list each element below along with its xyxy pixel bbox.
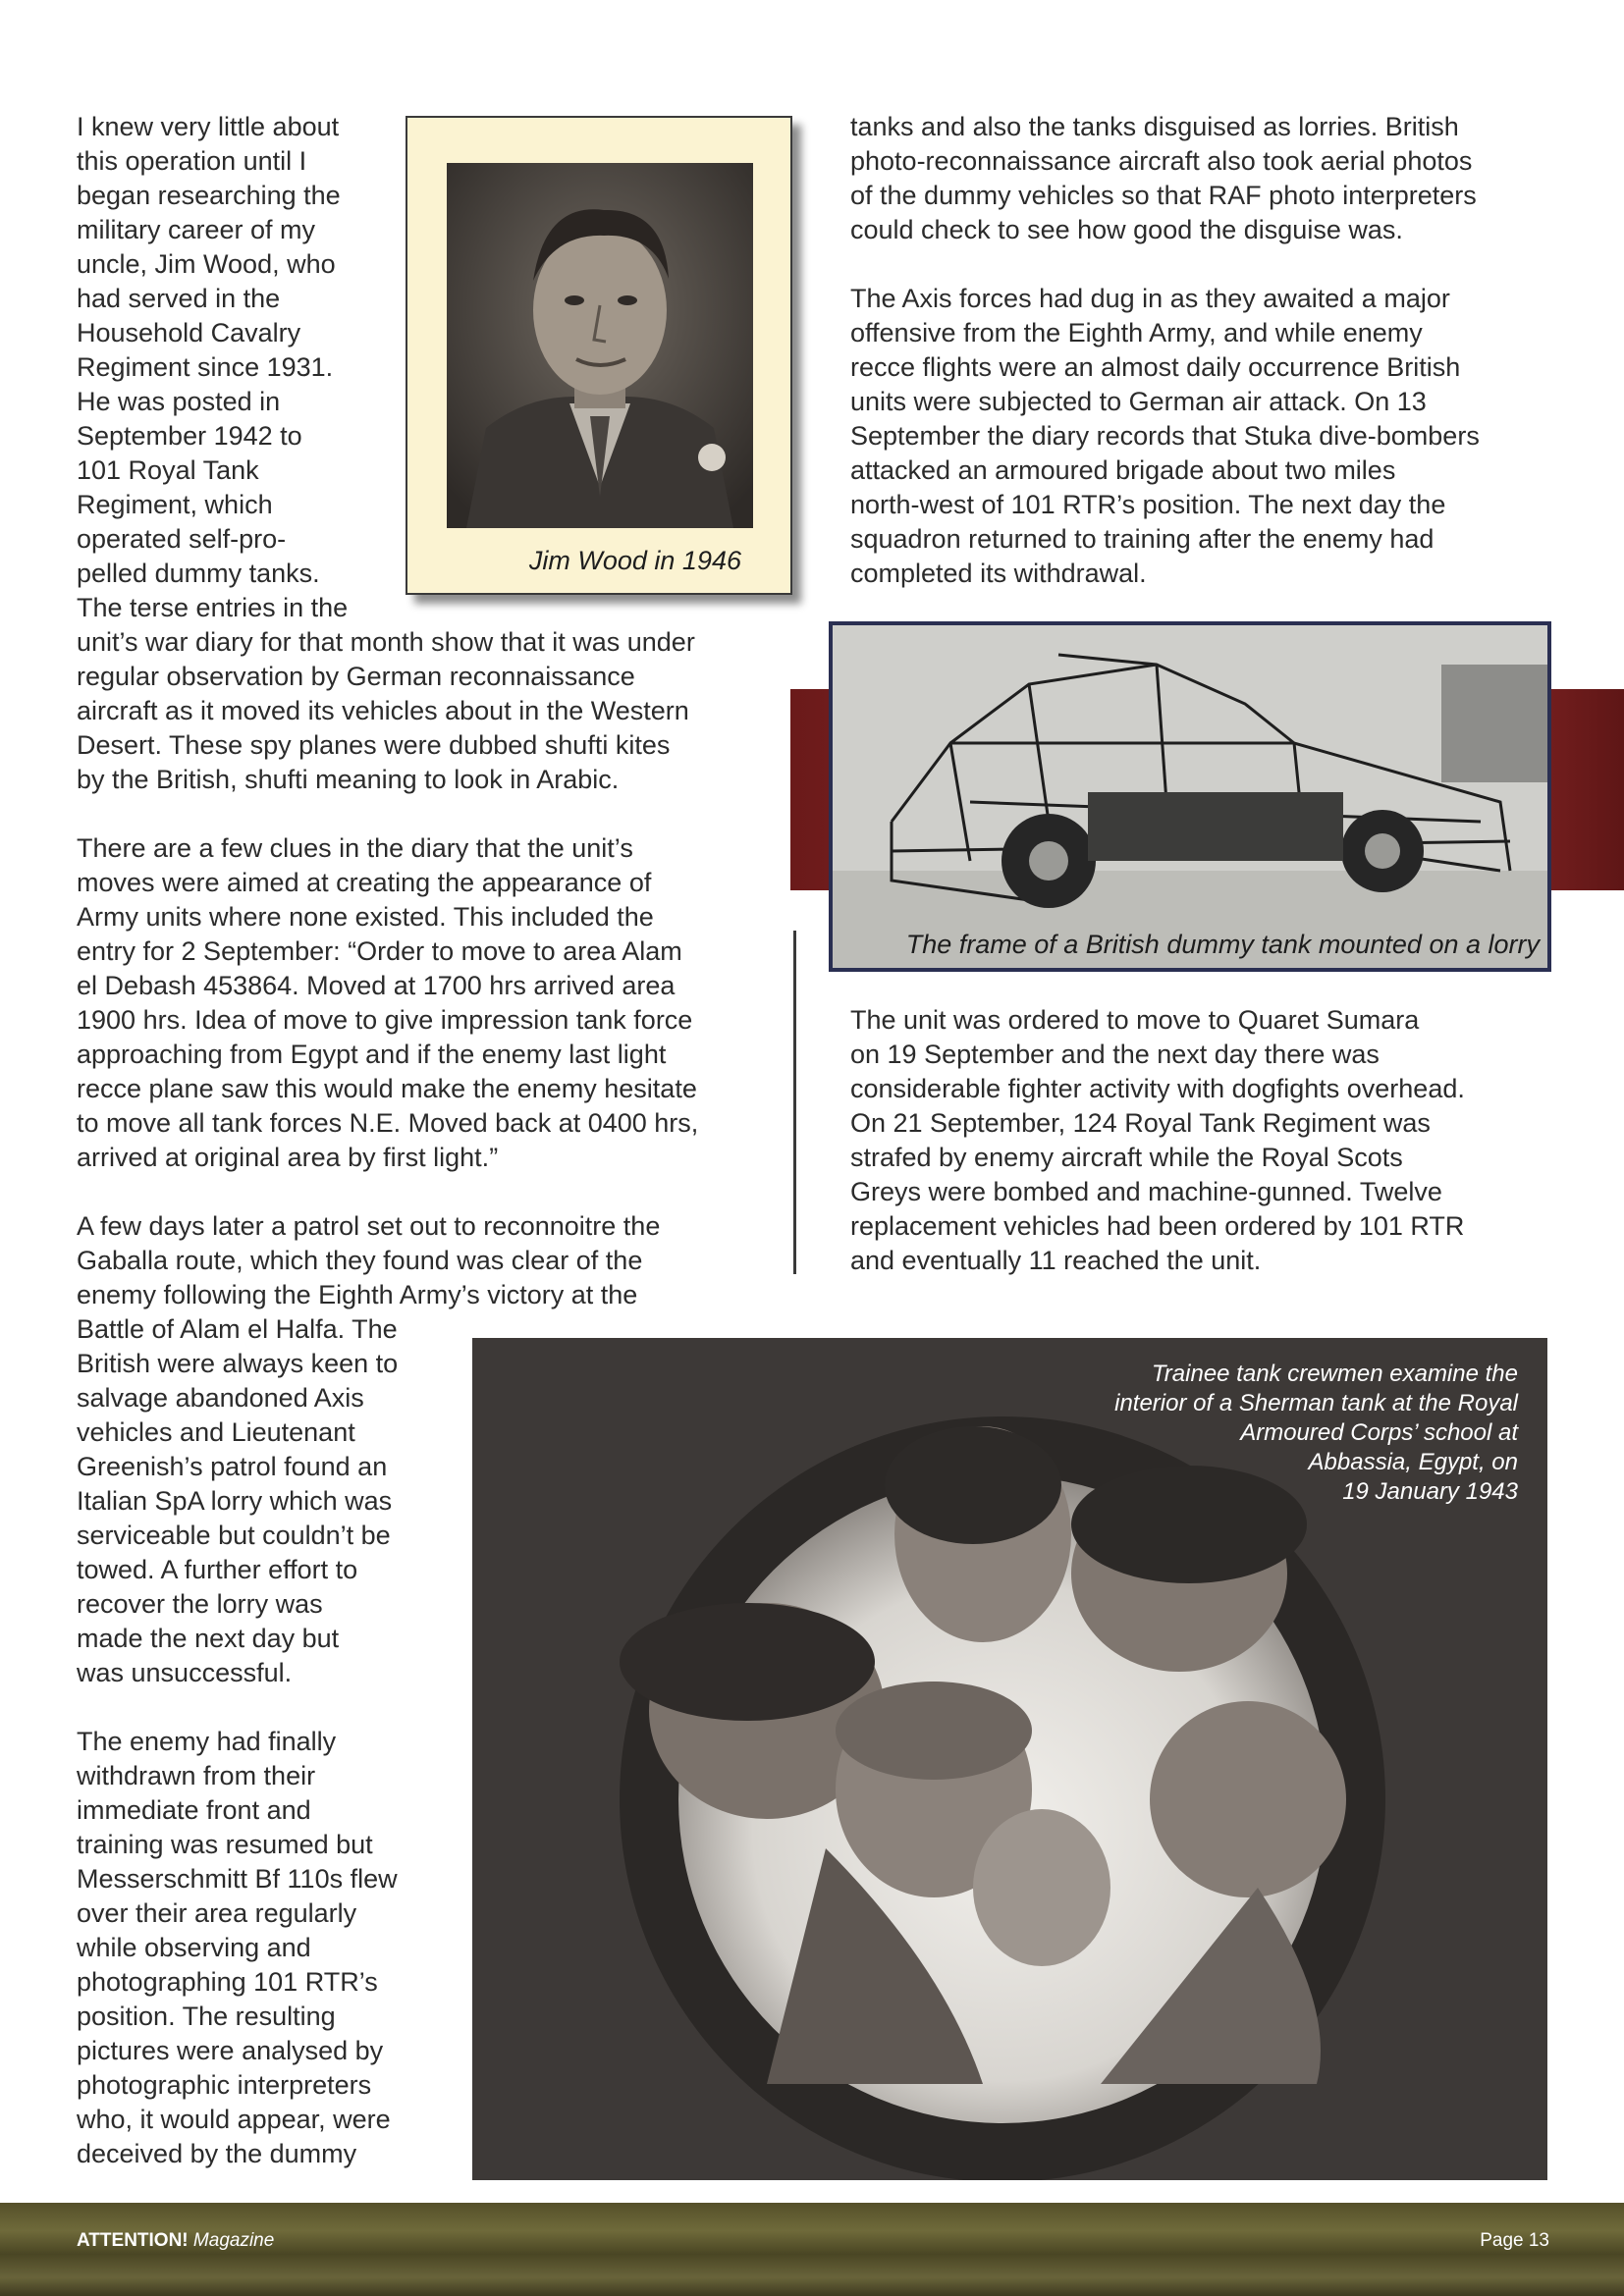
text-line: pictures were analysed by: [77, 2036, 384, 2065]
text-line: Italian SpA lorry which was: [77, 1486, 393, 1516]
left-paragraph-4: [77, 1725, 398, 2171]
text-line: Greys were bombed and machine-gunned. Twelve: [850, 1177, 1442, 1206]
text-line: could check to see how good the disguise was.: [850, 215, 1403, 244]
text-line: el Debash 453864. Moved at 1700 hrs arrived area: [77, 971, 676, 1000]
text-line: recce plane saw this would make the enemy hesitate: [77, 1074, 697, 1103]
text-line: A few days later a patrol set out to reconnoitre the: [77, 1211, 661, 1241]
text-line: salvage abandoned Axis: [77, 1383, 364, 1413]
text-line: military career of my: [77, 215, 316, 244]
jim-wood-caption: Jim Wood in 1946: [528, 546, 741, 575]
dummy-tank-lorry-photo: [829, 621, 1551, 972]
sherman-crewmen-photo: [472, 1338, 1547, 2180]
text-line: training was resumed but: [77, 1830, 373, 1859]
text-line: uncle, Jim Wood, who: [77, 249, 336, 279]
magazine-name-bold: ATTENTION!: [77, 2230, 189, 2251]
magazine-name: [77, 2230, 274, 2252]
page-number: Page 13: [1480, 2230, 1549, 2251]
text-line: September the diary records that Stuka dive-bombers: [850, 421, 1480, 451]
text-line: who, it would appear, were: [77, 2105, 391, 2134]
text-line: of the dummy vehicles so that RAF photo interpreters: [850, 181, 1477, 210]
text-line: Greenish’s patrol found an: [77, 1452, 388, 1481]
text-line: position. The resulting: [77, 2002, 336, 2031]
text-line: and eventually 11 reached the unit.: [850, 1246, 1262, 1275]
text-line: Abbassia, Egypt, on: [1308, 1449, 1518, 1475]
magazine-name-italic: Magazine: [192, 2230, 275, 2251]
text-line: There are a few clues in the diary that the unit’s: [77, 833, 633, 863]
text-line: Battle of Alam el Halfa. The: [77, 1314, 398, 1344]
text-line: 1900 hrs. Idea of move to give impression tank force: [77, 1005, 693, 1035]
text-line: moves were aimed at creating the appearance of: [77, 868, 652, 897]
portrait-image: [447, 163, 753, 528]
text-line: September 1942 to: [77, 421, 302, 451]
text-line: by the British, shufti meaning to look in Arabic.: [77, 765, 620, 794]
text-line: made the next day but: [77, 1624, 340, 1653]
text-line: Regiment since 1931.: [77, 352, 334, 382]
text-line: north-west of 101 RTR’s position. The next day the: [850, 490, 1446, 519]
text-line: Trainee tank crewmen examine the: [1151, 1361, 1518, 1387]
text-line: strafed by enemy aircraft while the Royal Scots: [850, 1143, 1403, 1172]
text-line: photographic interpreters: [77, 2070, 372, 2100]
text-line: I knew very little about: [77, 112, 340, 141]
sherman-caption: [1114, 1360, 1518, 1507]
text-line: regular observation by German reconnaissance: [77, 662, 635, 691]
text-line: 101 Royal Tank: [77, 455, 259, 485]
text-line: deceived by the dummy: [77, 2139, 357, 2168]
text-line: this operation until I: [77, 146, 307, 176]
text-line: aircraft as it moved its vehicles about in the Western: [77, 696, 689, 725]
text-line: The terse entries in the: [77, 593, 349, 622]
text-line: Regiment, which: [77, 490, 273, 519]
text-line: The unit was ordered to move to Quaret Sumara: [850, 1005, 1420, 1035]
text-line: on 19 September and the next day there was: [850, 1040, 1380, 1069]
text-line: enemy following the Eighth Army’s victory at the: [77, 1280, 638, 1309]
text-line: units were subjected to German air attack. On 13: [850, 387, 1427, 416]
page-footer: [0, 2203, 1624, 2296]
text-line: Armoured Corps’ school at: [1240, 1419, 1518, 1446]
text-line: On 21 September, 124 Royal Tank Regiment was: [850, 1108, 1431, 1138]
text-line: over their area regularly: [77, 1898, 357, 1928]
text-line: immediate front and: [77, 1795, 311, 1825]
text-line: to move all tank forces N.E. Moved back at 0400 hrs,: [77, 1108, 699, 1138]
jim-wood-portrait: [447, 163, 753, 528]
lorry-image: [833, 625, 1547, 968]
text-line: The enemy had finally: [77, 1727, 337, 1756]
text-line: attacked an armoured brigade about two miles: [850, 455, 1396, 485]
right-paragraph-2: [850, 282, 1480, 591]
right-paragraph-1: [850, 110, 1477, 247]
text-line: recover the lorry was: [77, 1589, 323, 1619]
text-line: towed. A further effort to: [77, 1555, 358, 1584]
column-divider: [793, 931, 796, 1274]
text-line: recce flights were an almost daily occurrence British: [850, 352, 1461, 382]
text-line: while observing and: [77, 1933, 311, 1962]
text-line: serviceable but couldn’t be: [77, 1521, 391, 1550]
text-line: unit’s war diary for that month show that it was under: [77, 627, 695, 657]
text-line: completed its withdrawal.: [850, 559, 1147, 588]
text-line: considerable fighter activity with dogfights overhead.: [850, 1074, 1465, 1103]
text-line: began researching the: [77, 181, 341, 210]
text-line: vehicles and Lieutenant: [77, 1417, 355, 1447]
text-line: pelled dummy tanks.: [77, 559, 320, 588]
text-line: entry for 2 September: “Order to move to area Alam: [77, 936, 682, 966]
text-line: approaching from Egypt and if the enemy last light: [77, 1040, 667, 1069]
text-line: Gaballa route, which they found was clear of the: [77, 1246, 643, 1275]
text-line: He was posted in: [77, 387, 281, 416]
text-line: had served in the: [77, 284, 281, 313]
text-line: was unsuccessful.: [77, 1658, 293, 1687]
text-line: offensive from the Eighth Army, and while enemy: [850, 318, 1423, 347]
text-line: tanks and also the tanks disguised as lorries. British: [850, 112, 1459, 141]
text-line: The Axis forces had dug in as they awaited a major: [850, 284, 1450, 313]
text-line: squadron returned to training after the enemy had: [850, 524, 1435, 554]
text-line: Messerschmitt Bf 110s flew: [77, 1864, 398, 1894]
left-paragraph-2: [77, 831, 698, 1175]
right-paragraph-3: [850, 1003, 1465, 1278]
text-line: withdrawn from their: [77, 1761, 316, 1790]
lorry-caption: The frame of a British dummy tank mounted on a lorry: [905, 930, 1540, 959]
text-line: operated self-pro-: [77, 524, 287, 554]
text-line: Household Cavalry: [77, 318, 301, 347]
text-line: arrived at original area by first light.”: [77, 1143, 499, 1172]
text-line: photographing 101 RTR’s: [77, 1967, 378, 1997]
jim-wood-photo-frame: [406, 116, 792, 595]
text-line: 19 January 1943: [1342, 1478, 1518, 1505]
text-line: Army units where none existed. This included the: [77, 902, 654, 932]
text-line: British were always keen to: [77, 1349, 399, 1378]
text-line: interior of a Sherman tank at the Royal: [1114, 1390, 1518, 1416]
text-line: replacement vehicles had been ordered by 101 RTR: [850, 1211, 1465, 1241]
text-line: photo-reconnaissance aircraft also took aerial photos: [850, 146, 1473, 176]
text-line: Desert. These spy planes were dubbed shufti kites: [77, 730, 671, 760]
